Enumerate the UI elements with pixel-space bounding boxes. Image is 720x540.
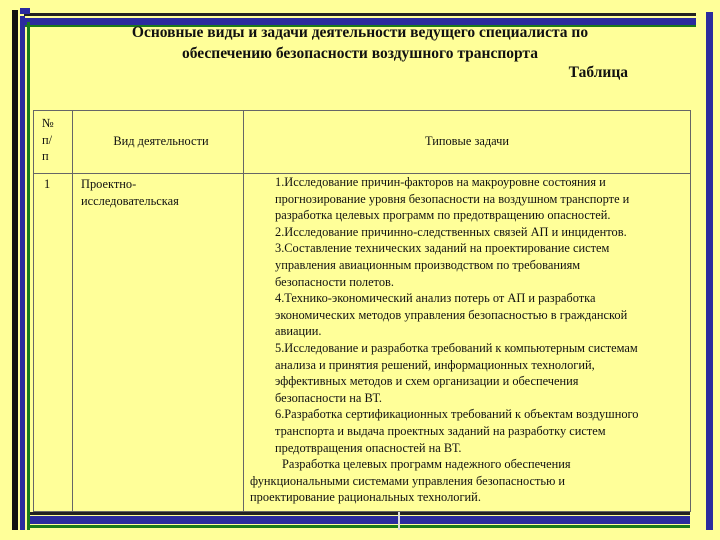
page-title (60, 22, 660, 64)
task-line: Разработка целевых программ надежного обеспечения (282, 457, 571, 472)
task-line: безопасности полетов. (275, 274, 394, 289)
row-number: 1 (34, 174, 73, 512)
frame-right-bar (706, 12, 713, 530)
task-line: транспорта и выдача проектных заданий на разработку систем (275, 423, 606, 438)
frame-bottom-line (30, 512, 690, 515)
header-typical-tasks: Типовые задачи (244, 111, 691, 174)
frame-bottom-tick (398, 512, 400, 530)
table-label: Таблица (568, 64, 628, 81)
task-line: управления авиационным производством по требованиям (275, 257, 581, 272)
frame-left-bar (20, 16, 25, 530)
task-line: 6.Разработка сертификационных требований к объектам воздушного (275, 407, 639, 422)
frame-top-line (24, 13, 696, 16)
task-line: предотвращения опасностей на ВТ. (275, 440, 462, 455)
frame-bottom-bar (30, 516, 690, 524)
header-activity-type: Вид деятельности (73, 111, 244, 174)
row-activity-type (73, 174, 244, 512)
task-line: 5.Исследование и разработка требований к компьютерным системам (275, 340, 638, 355)
row-typical-tasks (244, 174, 691, 512)
task-line: экономических методов управления безопасностью в гражданской (275, 307, 628, 322)
task-line: разработка целевых программ по предотвращению опасностей. (275, 208, 611, 223)
header-number-line: п (42, 149, 49, 164)
activities-table (33, 110, 691, 512)
task-line: проектирование рациональных технологий. (250, 490, 481, 505)
frame-corner-tick (20, 8, 30, 14)
header-number-line: № (42, 116, 54, 130)
task-line: прогнозирование уровня безопасности на воздушном транспорте и (275, 191, 630, 206)
header-number (34, 111, 73, 174)
title-line-1: Основные виды и задачи деятельности ведущего специалиста по (131, 24, 589, 41)
task-line: 1.Исследование причин-факторов на макроуровне состояния и (275, 175, 606, 189)
activity-type-line: исследовательская (81, 193, 179, 208)
header-number-line: п/ (42, 132, 53, 147)
task-line: безопасности на ВТ. (275, 390, 382, 405)
activity-type-line: Проектно- (81, 177, 137, 191)
table-row (34, 174, 691, 512)
task-line: анализа и принятия решений, информационных технологий, (275, 357, 595, 372)
task-line: эффективных методов и схем организации и обеспечения (275, 374, 579, 389)
frame-bottom-accent (30, 525, 690, 528)
task-line: функциональными системами управления безопасностью и (250, 473, 566, 488)
task-line: 2.Исследование причинно-следственных связей АП и инцидентов. (275, 224, 627, 239)
task-line: 3.Составление технических заданий на проектирование систем (275, 241, 610, 256)
frame-left-line (12, 10, 18, 530)
task-line: 4.Технико-экономический анализ потерь от АП и разработка (275, 291, 596, 306)
table-header-row (34, 111, 691, 174)
task-line: авиации. (275, 324, 322, 339)
frame-left-accent (27, 22, 30, 530)
title-line-2: обеспечению безопасности воздушного транспорта (182, 45, 538, 62)
